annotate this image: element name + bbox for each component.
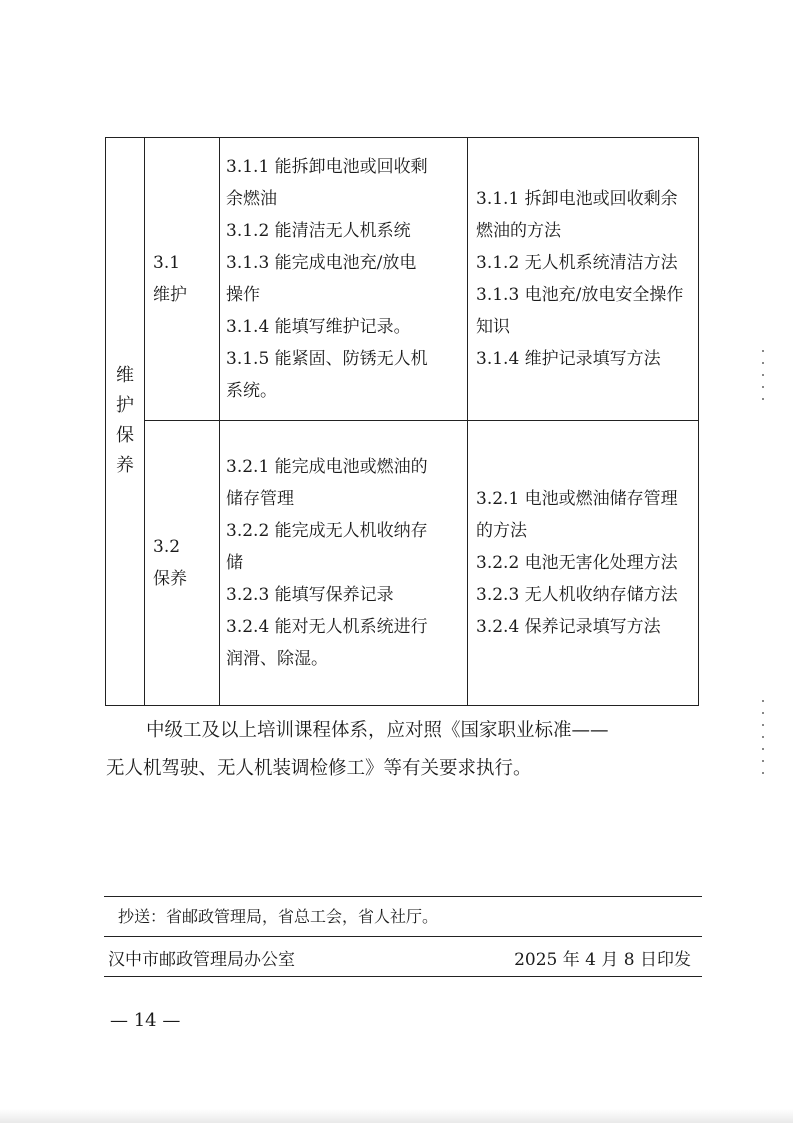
section-title: 保养 bbox=[153, 569, 187, 589]
skills-list bbox=[226, 451, 461, 675]
section-label bbox=[153, 247, 219, 311]
cell-line: 3.1.1 能拆卸电池或回收剩 bbox=[226, 157, 428, 177]
cell-line: 3.1.4 能填写维护记录。 bbox=[226, 317, 411, 337]
cell-line: 3.1.2 无人机系统清洁方法 bbox=[476, 253, 678, 273]
cell-line: 3.1.2 能清洁无人机系统 bbox=[226, 221, 411, 241]
footer-top-rule bbox=[104, 896, 702, 897]
skills-list bbox=[226, 151, 461, 407]
cell-line: 3.2.2 能完成无人机收纳存 bbox=[226, 521, 428, 541]
cell-line: 3.1.5 能紧固、防锈无人机 bbox=[226, 349, 428, 369]
cell-line: 3.2.3 能填写保养记录 bbox=[226, 585, 394, 605]
cell-line: 润滑、除湿。 bbox=[226, 649, 328, 669]
skills-cell bbox=[220, 138, 468, 421]
training-standard-table bbox=[105, 137, 699, 706]
page-number: — 14 — bbox=[110, 1010, 181, 1031]
footer-bottom-rule bbox=[104, 976, 702, 977]
scan-specks bbox=[762, 690, 770, 784]
issuer-name: 汉中市邮政管理局办公室 bbox=[108, 950, 295, 970]
table-row bbox=[106, 421, 699, 706]
scan-specks bbox=[762, 340, 770, 410]
issue-date: 2025 年 4 月 8 日印发 bbox=[514, 950, 691, 970]
knowledge-cell bbox=[468, 421, 699, 706]
cell-line: 燃油的方法 bbox=[476, 221, 561, 241]
paragraph-line: 中级工及以上培训课程体系，应对照《国家职业标准—— bbox=[146, 720, 609, 741]
cell-line: 储 bbox=[226, 553, 243, 573]
page-bottom-edge bbox=[0, 1109, 793, 1123]
cell-line: 3.1.3 能完成电池充/放电 bbox=[226, 253, 417, 273]
cell-line: 储存管理 bbox=[226, 489, 294, 509]
knowledge-list bbox=[476, 483, 692, 643]
cell-line: 3.1.4 维护记录填写方法 bbox=[476, 349, 661, 369]
knowledge-cell bbox=[468, 138, 699, 421]
body-paragraph bbox=[106, 712, 701, 788]
cell-line: 余燃油 bbox=[226, 189, 277, 209]
section-label bbox=[153, 531, 219, 595]
category-cell bbox=[106, 138, 145, 706]
cell-line: 3.2.4 保养记录填写方法 bbox=[476, 617, 661, 637]
cell-line: 3.2.3 无人机收纳存储方法 bbox=[476, 585, 678, 605]
cell-line: 的方法 bbox=[476, 521, 527, 541]
paragraph-line: 无人机驾驶、无人机装调检修工》等有关要求执行。 bbox=[106, 758, 532, 779]
cell-line: 3.2.1 电池或燃油储存管理 bbox=[476, 489, 678, 509]
section-cell bbox=[145, 138, 220, 421]
cell-line: 3.2.1 能完成电池或燃油的 bbox=[226, 457, 428, 477]
cell-line: 3.1.3 电池充/放电安全操作 bbox=[476, 285, 684, 305]
footer-middle-rule bbox=[104, 936, 702, 937]
section-number: 3.2 bbox=[153, 537, 181, 557]
cell-line: 操作 bbox=[226, 285, 260, 305]
category-label: 维护保养 bbox=[116, 365, 134, 476]
section-number: 3.1 bbox=[153, 253, 181, 273]
cell-line: 3.2.4 能对无人机系统进行 bbox=[226, 617, 428, 637]
table-row bbox=[106, 138, 699, 421]
skills-cell bbox=[220, 421, 468, 706]
knowledge-list bbox=[476, 183, 692, 375]
cell-line: 系统。 bbox=[226, 381, 277, 401]
cc-line: 抄送：省邮政管理局，省总工会，省人社厅。 bbox=[118, 907, 439, 926]
section-title: 维护 bbox=[153, 285, 187, 305]
cell-line: 3.1.1 拆卸电池或回收剩余 bbox=[476, 189, 678, 209]
cell-line: 3.2.2 电池无害化处理方法 bbox=[476, 553, 678, 573]
section-cell bbox=[145, 421, 220, 706]
cell-line: 知识 bbox=[476, 317, 510, 337]
